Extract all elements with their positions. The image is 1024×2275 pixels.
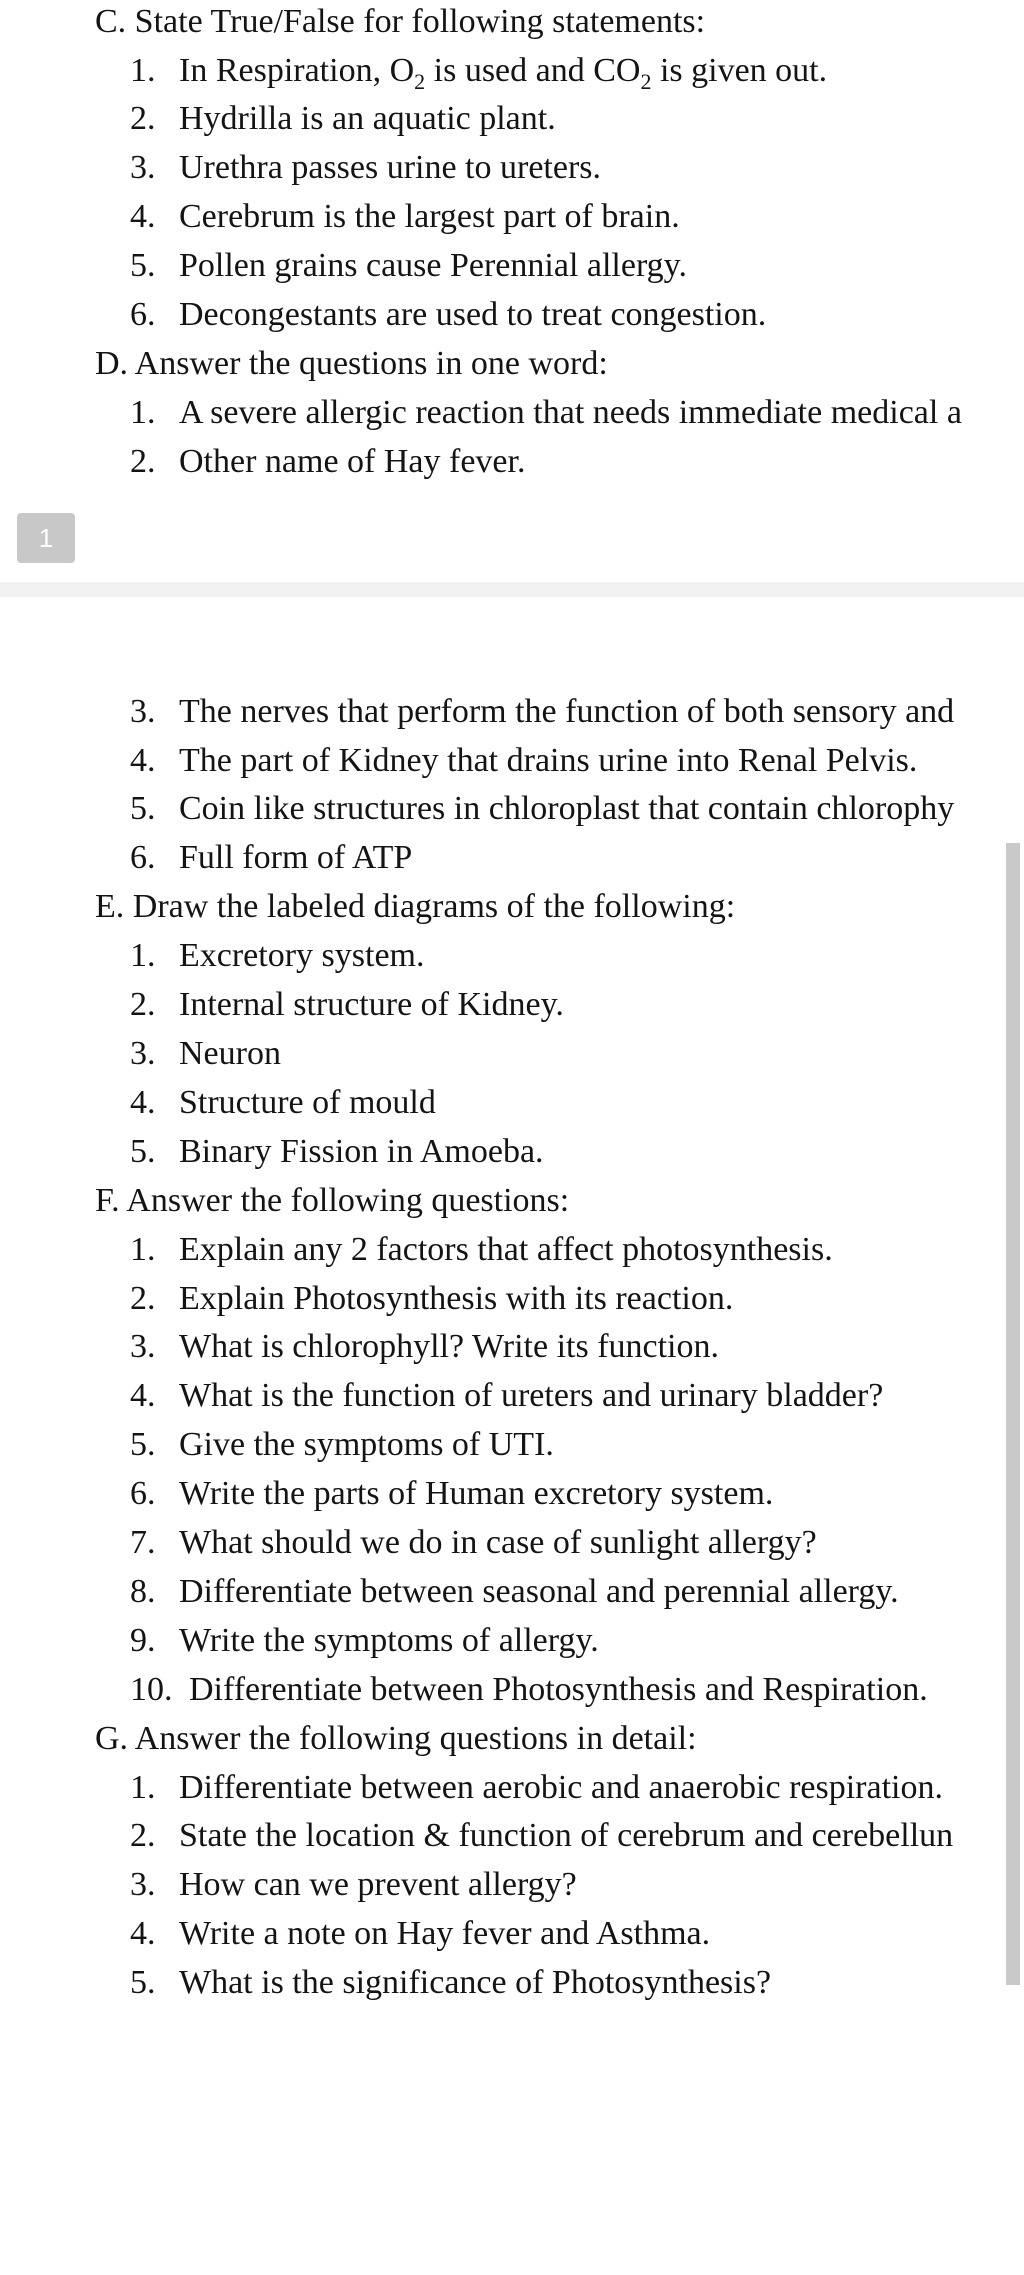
page-number-badge[interactable]: 1	[17, 513, 75, 563]
list-item: 1. Excretory system.	[130, 937, 425, 974]
document-page-2	[0, 597, 1024, 2275]
list-item: 5. Binary Fission in Amoeba.	[130, 1133, 544, 1170]
list-item: 2. State the location & function of cerebrum and cerebellun	[130, 1817, 954, 1854]
list-item: 6. Write the parts of Human excretory system.	[130, 1475, 774, 1512]
list-item: 2. Other name of Hay fever.	[130, 443, 526, 480]
list-item: 1. Explain any 2 factors that affect photosynthesis.	[130, 1231, 833, 1268]
list-item: 3. Neuron	[130, 1035, 281, 1072]
section-f-heading: F. Answer the following questions:	[95, 1182, 570, 1219]
list-item: 10. Differentiate between Photosynthesis and Respiration.	[130, 1671, 928, 1708]
list-item: 4. What is the function of ureters and urinary bladder?	[130, 1377, 884, 1414]
scrollbar[interactable]	[1006, 843, 1020, 1985]
section-c-heading: C. State True/False for following statements:	[95, 3, 706, 40]
list-item: 4. Structure of mould	[130, 1084, 436, 1121]
list-item: 7. What should we do in case of sunlight allergy?	[130, 1524, 817, 1561]
list-item: 6. Decongestants are used to treat congestion.	[130, 296, 767, 333]
list-item: 2. Explain Photosynthesis with its reaction.	[130, 1280, 734, 1317]
list-item: 1. Differentiate between aerobic and anaerobic respiration.	[130, 1769, 943, 1806]
list-item: 3. Urethra passes urine to ureters.	[130, 149, 602, 186]
list-item: 3. What is chlorophyll? Write its function.	[130, 1328, 719, 1365]
list-item: 4. Cerebrum is the largest part of brain.	[130, 198, 680, 235]
list-item: 9. Write the symptoms of allergy.	[130, 1622, 599, 1659]
list-item: 3. How can we prevent allergy?	[130, 1866, 577, 1903]
list-item: 1. A severe allergic reaction that needs immediate medical a	[130, 394, 962, 431]
document-page-1	[0, 0, 1024, 582]
page-separator	[0, 582, 1024, 597]
list-item: 4. Write a note on Hay fever and Asthma.	[130, 1915, 711, 1952]
list-item: 5. Coin like structures in chloroplast that contain chlorophy	[130, 790, 955, 827]
list-item: 5. What is the significance of Photosynthesis?	[130, 1964, 772, 2001]
list-item: 5. Pollen grains cause Perennial allergy.	[130, 247, 687, 284]
list-item: 4. The part of Kidney that drains urine into Renal Pelvis.	[130, 742, 918, 779]
list-item: 2. Hydrilla is an aquatic plant.	[130, 100, 556, 137]
section-g-heading: G. Answer the following questions in detail:	[95, 1720, 697, 1757]
section-e-heading: E. Draw the labeled diagrams of the following:	[95, 888, 736, 925]
list-item: 1. In Respiration, $O_2$ is used and $CO_2$ is given out.	[130, 52, 828, 94]
list-item: 6. Full form of ATP	[130, 839, 413, 876]
list-item: 3. The nerves that perform the function of both sensory and	[130, 693, 955, 730]
list-item: 2. Internal structure of Kidney.	[130, 986, 564, 1023]
list-item: 8. Differentiate between seasonal and perennial allergy.	[130, 1573, 899, 1610]
section-d-heading: D. Answer the questions in one word:	[95, 345, 608, 382]
list-item: 5. Give the symptoms of UTI.	[130, 1426, 554, 1463]
